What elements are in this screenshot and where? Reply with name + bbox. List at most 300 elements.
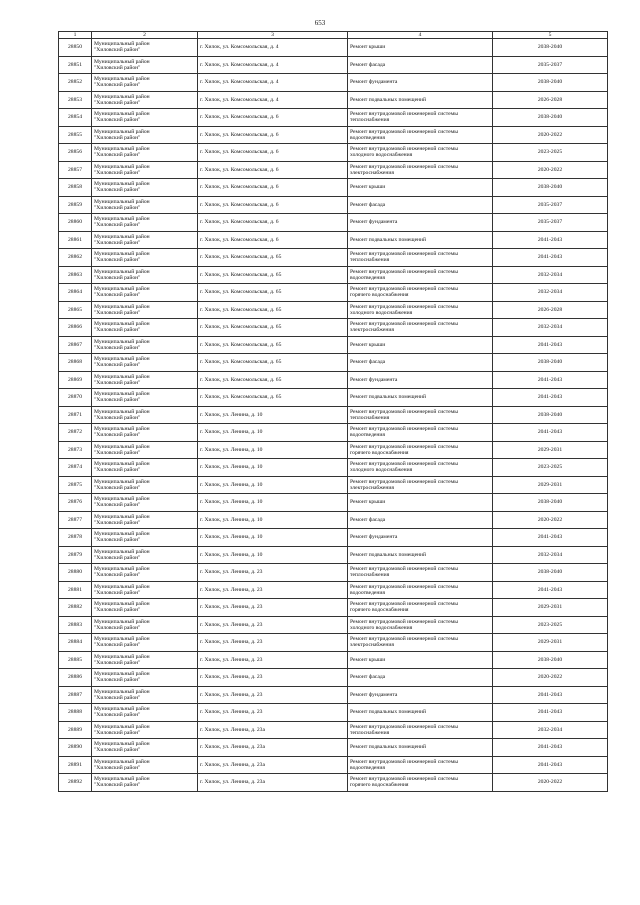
address-cell: г. Хилок, ул. Ленина, д. 23 (198, 686, 348, 704)
district-line: Муниципальный район (94, 163, 150, 170)
work-type-cell (348, 109, 493, 127)
table-row (59, 581, 608, 599)
work-type-cell (348, 564, 493, 582)
work-type-cell (348, 179, 493, 197)
period-cell: 2029-2031 (493, 476, 608, 494)
work-type-line: Ремонт внутридомовой инженерной системы (350, 251, 458, 258)
table-row (59, 161, 608, 179)
district-line: Муниципальный район (94, 618, 150, 625)
district-cell (92, 599, 198, 617)
table-row (59, 406, 608, 424)
work-type-line: Ремонт внутридомовой инженерной системы (350, 758, 458, 765)
district-cell (92, 284, 198, 302)
work-type-cell (348, 336, 493, 354)
district-line: "Хиловский район" (94, 537, 141, 544)
district-line: Муниципальный район (94, 461, 150, 468)
table-row (59, 511, 608, 529)
district-cell (92, 756, 198, 774)
period-cell: 2041-2043 (493, 231, 608, 249)
table-header-row (59, 32, 608, 39)
district-cell (92, 231, 198, 249)
table-row (59, 179, 608, 197)
work-type-line: теплоснабжения (350, 414, 390, 421)
row-number-cell: 28885 (59, 651, 92, 669)
address-cell: г. Хилок, ул. Комсомольская, д. 6 (198, 179, 348, 197)
work-type-cell (348, 56, 493, 74)
period-cell: 2020-2022 (493, 669, 608, 687)
work-type-cell (348, 599, 493, 617)
district-cell (92, 424, 198, 442)
district-cell (92, 529, 198, 547)
work-type-cell (348, 39, 493, 57)
work-type-line: Ремонт внутридомовой инженерной системы (350, 583, 458, 590)
work-type-cell (348, 546, 493, 564)
district-line: Муниципальный район (94, 443, 150, 450)
district-line: "Хиловский район" (94, 64, 141, 71)
period-cell: 2041-2043 (493, 704, 608, 722)
work-type-line: Ремонт внутридомовой инженерной системы (350, 146, 458, 153)
table-row (59, 126, 608, 144)
work-type-cell (348, 196, 493, 214)
table-row (59, 756, 608, 774)
district-cell (92, 126, 198, 144)
work-type-cell (348, 511, 493, 529)
period-cell: 2020-2022 (493, 511, 608, 529)
table-row (59, 546, 608, 564)
district-line: Муниципальный район (94, 181, 150, 188)
table-row (59, 39, 608, 57)
work-type-line: Ремонт крыши (350, 656, 386, 663)
district-cell (92, 441, 198, 459)
district-line: Муниципальный район (94, 146, 150, 153)
period-cell: 2029-2031 (493, 634, 608, 652)
district-line: Муниципальный район (94, 286, 150, 293)
address-cell: г. Хилок, ул. Ленина, д. 10 (198, 494, 348, 512)
table-row (59, 424, 608, 442)
row-number-cell: 28886 (59, 669, 92, 687)
address-cell: г. Хилок, ул. Ленина, д. 10 (198, 424, 348, 442)
address-cell: г. Хилок, ул. Комсомольская, д. 4 (198, 39, 348, 57)
work-type-line: Ремонт фасада (350, 359, 386, 366)
row-number-cell: 28880 (59, 564, 92, 582)
row-number-cell: 28850 (59, 39, 92, 57)
district-line: Муниципальный район (94, 601, 150, 608)
table-row (59, 739, 608, 757)
row-number-cell: 28875 (59, 476, 92, 494)
work-type-cell (348, 354, 493, 372)
row-number-cell: 28866 (59, 319, 92, 337)
address-cell: г. Хилок, ул. Комсомольская, д. 6 (198, 126, 348, 144)
row-number-cell: 28852 (59, 74, 92, 92)
district-line: Муниципальный район (94, 671, 150, 678)
table-row (59, 459, 608, 477)
district-line: "Хиловский район" (94, 117, 141, 124)
district-line: Муниципальный район (94, 723, 150, 730)
address-cell: г. Хилок, ул. Ленина, д. 23а (198, 739, 348, 757)
address-cell: г. Хилок, ул. Ленина, д. 23 (198, 616, 348, 634)
work-type-line: Ремонт внутридомовой инженерной системы (350, 601, 458, 608)
district-cell (92, 774, 198, 792)
work-type-line: Ремонт крыши (350, 184, 386, 191)
address-cell: г. Хилок, ул. Ленина, д. 23а (198, 756, 348, 774)
table-row (59, 319, 608, 337)
period-cell: 2032-2034 (493, 721, 608, 739)
table-row (59, 109, 608, 127)
row-number-cell: 28871 (59, 406, 92, 424)
work-type-line: Ремонт внутридомовой инженерной системы (350, 461, 458, 468)
row-number-cell: 28892 (59, 774, 92, 792)
work-type-cell (348, 214, 493, 232)
district-line: "Хиловский район" (94, 362, 141, 369)
work-type-line: теплоснабжения (350, 729, 390, 736)
district-line: "Хиловский район" (94, 607, 141, 614)
row-number-cell: 28874 (59, 459, 92, 477)
row-number-cell: 28861 (59, 231, 92, 249)
district-line: Муниципальный район (94, 233, 150, 240)
work-type-cell (348, 161, 493, 179)
address-cell: г. Хилок, ул. Ленина, д. 23 (198, 581, 348, 599)
work-type-line: Ремонт внутридомовой инженерной системы (350, 268, 458, 275)
row-number-cell: 28884 (59, 634, 92, 652)
address-cell: г. Хилок, ул. Ленина, д. 23 (198, 669, 348, 687)
district-cell (92, 301, 198, 319)
district-cell (92, 564, 198, 582)
district-cell (92, 616, 198, 634)
work-type-line: теплоснабжения (350, 257, 390, 264)
period-cell: 2035-2037 (493, 56, 608, 74)
district-line: Муниципальный район (94, 198, 150, 205)
address-cell: г. Хилок, ул. Ленина, д. 23 (198, 599, 348, 617)
work-type-cell (348, 126, 493, 144)
table-row (59, 774, 608, 792)
district-line: "Хиловский район" (94, 642, 141, 649)
district-cell (92, 406, 198, 424)
row-number-cell: 28869 (59, 371, 92, 389)
district-cell (92, 511, 198, 529)
district-cell (92, 354, 198, 372)
district-line: Муниципальный район (94, 583, 150, 590)
period-cell: 2038-2040 (493, 406, 608, 424)
table-row (59, 389, 608, 407)
work-type-cell (348, 739, 493, 757)
repair-schedule-table (58, 31, 608, 792)
period-cell: 2032-2034 (493, 284, 608, 302)
work-type-cell (348, 686, 493, 704)
district-line: "Хиловский район" (94, 712, 141, 719)
work-type-cell (348, 249, 493, 267)
work-type-line: Ремонт внутридомовой инженерной системы (350, 776, 458, 783)
district-cell (92, 389, 198, 407)
district-line: "Хиловский район" (94, 484, 141, 491)
work-type-line: Ремонт внутридомовой инженерной системы (350, 408, 458, 415)
district-cell (92, 161, 198, 179)
district-line: "Хиловский район" (94, 152, 141, 159)
district-line: Муниципальный район (94, 741, 150, 748)
address-cell: г. Хилок, ул. Комсомольская, д. 4 (198, 91, 348, 109)
district-line: "Хиловский район" (94, 204, 141, 211)
period-cell: 2023-2025 (493, 459, 608, 477)
period-cell: 2035-2037 (493, 214, 608, 232)
table-row (59, 371, 608, 389)
period-cell: 2041-2043 (493, 336, 608, 354)
row-number-cell: 28864 (59, 284, 92, 302)
district-line: "Хиловский район" (94, 344, 141, 351)
district-cell (92, 686, 198, 704)
work-type-line: водоотведения (350, 764, 385, 771)
district-line: Муниципальный район (94, 653, 150, 660)
work-type-line: Ремонт подвальных помещений (350, 394, 427, 401)
address-cell: г. Хилок, ул. Комсомольская, д. 6 (198, 109, 348, 127)
district-line: "Хиловский район" (94, 502, 141, 509)
period-cell: 2020-2022 (493, 161, 608, 179)
period-cell: 2041-2043 (493, 581, 608, 599)
table-row (59, 354, 608, 372)
address-cell: г. Хилок, ул. Ленина, д. 10 (198, 511, 348, 529)
address-cell: г. Хилок, ул. Ленина, д. 23 (198, 634, 348, 652)
district-line: Муниципальный район (94, 636, 150, 643)
district-line: "Хиловский район" (94, 572, 141, 579)
work-type-line: горячего водоснабжения (350, 607, 409, 614)
address-cell: г. Хилок, ул. Комсомольская, д. 4 (198, 56, 348, 74)
period-cell: 2041-2043 (493, 529, 608, 547)
district-line: Муниципальный район (94, 216, 150, 223)
district-line: Муниципальный район (94, 566, 150, 573)
work-type-cell (348, 319, 493, 337)
district-cell (92, 214, 198, 232)
district-line: "Хиловский район" (94, 292, 141, 299)
work-type-line: электроснабжения (350, 642, 394, 649)
work-type-line: водоотведения (350, 274, 385, 281)
row-number-cell: 28881 (59, 581, 92, 599)
district-line: "Хиловский район" (94, 239, 141, 246)
row-number-cell: 28891 (59, 756, 92, 774)
table-body (59, 39, 608, 792)
row-number-cell: 28858 (59, 179, 92, 197)
district-line: Муниципальный район (94, 513, 150, 520)
district-line: "Хиловский район" (94, 397, 141, 404)
district-cell (92, 581, 198, 599)
work-type-line: Ремонт подвальных помещений (350, 236, 427, 243)
period-cell: 2038-2040 (493, 564, 608, 582)
district-cell (92, 669, 198, 687)
district-line: "Хиловский район" (94, 519, 141, 526)
work-type-line: электроснабжения (350, 327, 394, 334)
work-type-line: Ремонт фундамента (350, 79, 398, 86)
work-type-line: Ремонт фундамента (350, 534, 398, 541)
work-type-cell (348, 91, 493, 109)
table-row (59, 476, 608, 494)
district-cell (92, 476, 198, 494)
work-type-cell (348, 231, 493, 249)
row-number-cell: 28857 (59, 161, 92, 179)
work-type-line: Ремонт внутридомовой инженерной системы (350, 321, 458, 328)
work-type-cell (348, 301, 493, 319)
district-line: "Хиловский район" (94, 327, 141, 334)
district-cell (92, 74, 198, 92)
table-row (59, 301, 608, 319)
table-row (59, 651, 608, 669)
period-cell: 2029-2031 (493, 599, 608, 617)
work-type-line: теплоснабжения (350, 117, 390, 124)
work-type-line: электроснабжения (350, 169, 394, 176)
work-type-cell (348, 284, 493, 302)
column-header: 5 (493, 32, 608, 39)
row-number-cell: 28854 (59, 109, 92, 127)
row-number-cell: 28862 (59, 249, 92, 267)
row-number-cell: 28870 (59, 389, 92, 407)
district-line: Муниципальный район (94, 41, 150, 48)
period-cell: 2041-2043 (493, 686, 608, 704)
work-type-line: Ремонт внутридомовой инженерной системы (350, 566, 458, 573)
period-cell: 2032-2034 (493, 319, 608, 337)
district-line: Муниципальный район (94, 338, 150, 345)
district-line: "Хиловский район" (94, 467, 141, 474)
district-line: Муниципальный район (94, 548, 150, 555)
address-cell: г. Хилок, ул. Комсомольская, д. 65 (198, 319, 348, 337)
work-type-line: Ремонт фундамента (350, 691, 398, 698)
district-line: Муниципальный район (94, 688, 150, 695)
period-cell: 2023-2025 (493, 144, 608, 162)
row-number-cell: 28890 (59, 739, 92, 757)
district-line: "Хиловский район" (94, 222, 141, 229)
work-type-line: Ремонт фундамента (350, 376, 398, 383)
period-cell: 2038-2040 (493, 651, 608, 669)
work-type-line: Ремонт фасада (350, 516, 386, 523)
address-cell: г. Хилок, ул. Ленина, д. 10 (198, 476, 348, 494)
period-cell: 2041-2043 (493, 249, 608, 267)
row-number-cell: 28851 (59, 56, 92, 74)
district-cell (92, 56, 198, 74)
district-line: "Хиловский район" (94, 677, 141, 684)
address-cell: г. Хилок, ул. Ленина, д. 23 (198, 564, 348, 582)
period-cell: 2023-2025 (493, 616, 608, 634)
district-line: "Хиловский район" (94, 747, 141, 754)
work-type-line: Ремонт фундамента (350, 219, 398, 226)
work-type-line: горячего водоснабжения (350, 292, 409, 299)
district-line: Муниципальный район (94, 303, 150, 310)
work-type-cell (348, 389, 493, 407)
district-cell (92, 91, 198, 109)
address-cell: г. Хилок, ул. Ленина, д. 10 (198, 459, 348, 477)
work-type-cell (348, 669, 493, 687)
district-cell (92, 319, 198, 337)
address-cell: г. Хилок, ул. Комсомольская, д. 6 (198, 214, 348, 232)
district-line: Муниципальный район (94, 426, 150, 433)
district-line: Муниципальный район (94, 496, 150, 503)
district-cell (92, 721, 198, 739)
work-type-line: Ремонт подвальных помещений (350, 709, 427, 716)
period-cell: 2032-2034 (493, 266, 608, 284)
address-cell: г. Хилок, ул. Комсомольская, д. 6 (198, 231, 348, 249)
period-cell: 2038-2040 (493, 494, 608, 512)
work-type-line: Ремонт фасада (350, 61, 386, 68)
district-cell (92, 739, 198, 757)
work-type-line: водоотведения (350, 432, 385, 439)
row-number-cell: 28883 (59, 616, 92, 634)
district-line: "Хиловский район" (94, 432, 141, 439)
address-cell: г. Хилок, ул. Ленина, д. 10 (198, 546, 348, 564)
district-line: "Хиловский район" (94, 449, 141, 456)
row-number-cell: 28853 (59, 91, 92, 109)
row-number-cell: 28856 (59, 144, 92, 162)
address-cell: г. Хилок, ул. Ленина, д. 23 (198, 651, 348, 669)
work-type-line: Ремонт крыши (350, 499, 386, 506)
district-line: "Хиловский район" (94, 379, 141, 386)
row-number-cell: 28889 (59, 721, 92, 739)
work-type-line: Ремонт внутридомовой инженерной системы (350, 426, 458, 433)
column-header: 3 (198, 32, 348, 39)
table-row (59, 494, 608, 512)
district-line: "Хиловский район" (94, 554, 141, 561)
address-cell: г. Хилок, ул. Комсомольская, д. 65 (198, 389, 348, 407)
district-line: Муниципальный район (94, 58, 150, 65)
district-cell (92, 109, 198, 127)
district-cell (92, 249, 198, 267)
address-cell: г. Хилок, ул. Ленина, д. 10 (198, 529, 348, 547)
row-number-cell: 28877 (59, 511, 92, 529)
work-type-line: теплоснабжения (350, 572, 390, 579)
work-type-line: Ремонт крыши (350, 44, 386, 51)
row-number-cell: 28859 (59, 196, 92, 214)
row-number-cell: 28855 (59, 126, 92, 144)
table-row (59, 669, 608, 687)
row-number-cell: 28865 (59, 301, 92, 319)
district-cell (92, 704, 198, 722)
address-cell: г. Хилок, ул. Ленина, д. 23 (198, 704, 348, 722)
work-type-line: Ремонт внутридомовой инженерной системы (350, 618, 458, 625)
work-type-line: горячего водоснабжения (350, 449, 409, 456)
district-line: Муниципальный район (94, 356, 150, 363)
period-cell: 2041-2043 (493, 739, 608, 757)
table-row (59, 634, 608, 652)
district-line: Муниципальный район (94, 76, 150, 83)
address-cell: г. Хилок, ул. Комсомольская, д. 6 (198, 144, 348, 162)
table-row (59, 284, 608, 302)
district-line: "Хиловский район" (94, 99, 141, 106)
district-line: Муниципальный район (94, 268, 150, 275)
table-row (59, 144, 608, 162)
work-type-cell (348, 74, 493, 92)
period-cell: 2020-2022 (493, 126, 608, 144)
table-row (59, 564, 608, 582)
work-type-cell (348, 266, 493, 284)
work-type-cell (348, 371, 493, 389)
period-cell: 2041-2043 (493, 389, 608, 407)
district-line: "Хиловский район" (94, 624, 141, 631)
period-cell: 2041-2043 (493, 371, 608, 389)
district-cell (92, 546, 198, 564)
work-type-cell (348, 476, 493, 494)
work-type-line: холодного водоснабжения (350, 309, 413, 316)
table-row (59, 616, 608, 634)
period-cell: 2035-2037 (493, 196, 608, 214)
district-line: Муниципальный район (94, 391, 150, 398)
work-type-cell (348, 616, 493, 634)
period-cell: 2038-2040 (493, 74, 608, 92)
row-number-cell: 28879 (59, 546, 92, 564)
address-cell: г. Хилок, ул. Комсомольская, д. 65 (198, 284, 348, 302)
address-cell: г. Хилок, ул. Комсомольская, д. 65 (198, 301, 348, 319)
work-type-cell (348, 441, 493, 459)
address-cell: г. Хилок, ул. Комсомольская, д. 65 (198, 336, 348, 354)
district-line: "Хиловский район" (94, 187, 141, 194)
district-line: Муниципальный район (94, 373, 150, 380)
address-cell: г. Хилок, ул. Ленина, д. 10 (198, 441, 348, 459)
district-line: Муниципальный район (94, 706, 150, 713)
table-row (59, 266, 608, 284)
address-cell: г. Хилок, ул. Ленина, д. 23а (198, 721, 348, 739)
work-type-cell (348, 721, 493, 739)
